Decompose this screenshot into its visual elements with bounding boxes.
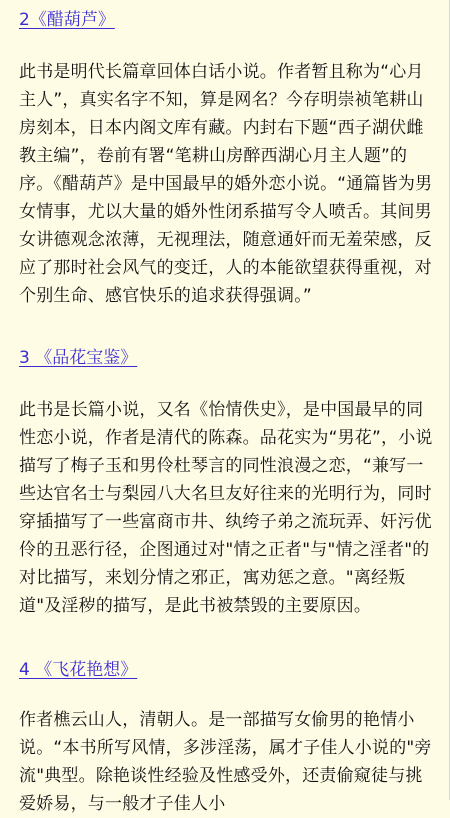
section-body-pinhua-baojian: 此书是长篇小说，又名《怡情佚史》，是中国最早的同性恋小说，作者是清代的陈森。品花实为“男花”，小说描写了梅子玉和男伶杜琴言的同性浪漫之恋，“兼写一些达官名士与梨园八大名旦友好往来的光明行为，同时穿插描写了一些富商市井、纨绔子弟之流玩弄、奸污优伶的丑恶行径，企图通过对"情之正者"与"情之淫者"的对比描写，来划分情之邪正，寓劝惩之意。"离经叛道"及淫秽的描写，是此书被禁毁的主要原因。 bbox=[19, 400, 433, 616]
section-link-cuhulu[interactable]: 2《醋葫芦》 bbox=[19, 10, 115, 30]
section-body-feihua-yanxiang: 作者樵云山人，清朝人。是一部描写女偷男的艳情小说。“本书所写风情，多涉淫荡，属才子佳人小说的"旁流"典型。除艳谈性经验及性感受外，还责偷窥徒与挑爱娇易，与一般才子佳人小 bbox=[19, 710, 432, 814]
section-link-pinhua-baojian[interactable]: 3 《品花宝鉴》 bbox=[19, 348, 138, 368]
section-link-feihua-yanxiang[interactable]: 4 《飞花艳想》 bbox=[19, 660, 138, 680]
section-body-cuhulu: 此书是明代长篇章回体白话小说。作者暂且称为“心月主人”，真实名字不知，算是网名？今存明崇祯笔耕山房刻本，日本内阁文库有藏。内封右下题“西子湖伏雌教主编”，卷前有署“笔耕山房醉西湖心月主人题”的序。《醋葫芦》是中国最早的婚外恋小说。“通篇皆为男女情事，尤以大量的婚外性闭系描写令人喷舌。其间男女讲德观念浓薄，无视理法，随意通奸而无羞荣感，反应了那时社会风气的变迁，人的本能欲望获得重视，对个别生命、感官快乐的追求获得强调。” bbox=[19, 62, 433, 306]
